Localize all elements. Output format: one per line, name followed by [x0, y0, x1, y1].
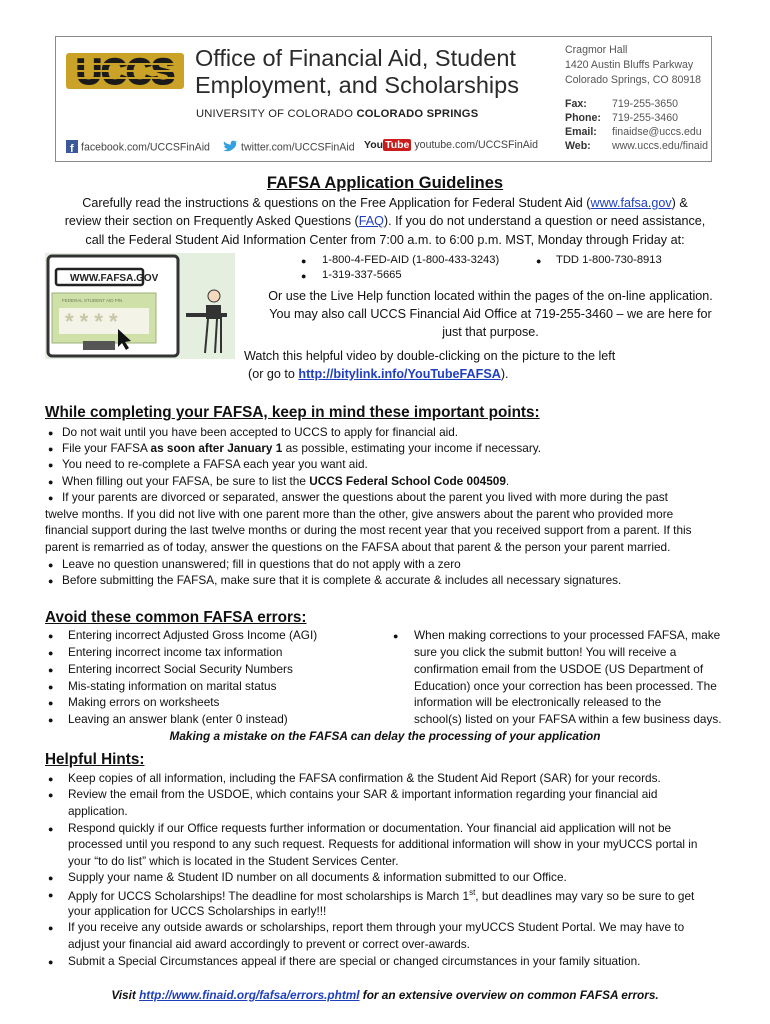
hint-6-line-2: adjust your financial aid award accordingly to prevent or correct over-awards. — [68, 937, 470, 951]
video-line-1: Watch this helpful video by double-clicking on the picture to the left — [244, 349, 616, 363]
hint-5-line-1: Apply for UCCS Scholarships! The deadline for most scholarships is March 1st, but deadlines may vary so be sure to get — [68, 888, 695, 903]
twitter-link[interactable]: twitter.com/UCCSFinAid — [222, 140, 355, 156]
faq-link[interactable]: FAQ — [358, 214, 384, 228]
phone-tdd: TDD 1-800-730-8913 — [556, 254, 662, 266]
error-item: Mis-stating information on marital status — [68, 679, 277, 693]
fafsa-gov-link[interactable]: www.fafsa.gov — [590, 196, 672, 210]
address-line-2: 1420 Austin Bluffs Parkway — [565, 59, 694, 71]
corrections-line-4: Education) once your correction has been processed. The — [414, 679, 717, 693]
point-5-line-1: If your parents are divorced or separated, answer the questions about the parent you lived with more during the past — [62, 490, 668, 504]
point-2: File your FAFSA as soon after January 1 as possible, estimating your income if necessary. — [62, 441, 542, 455]
thumb-pin-chars: * * * * — [65, 309, 118, 334]
error-item: Leaving an answer blank (enter 0 instead) — [68, 712, 288, 726]
bullet-icon: ● — [48, 682, 54, 692]
point-4: When filling out your FAFSA, be sure to list the UCCS Federal School Code 004509. — [62, 474, 510, 488]
live-help-line-2: You may also call UCCS Financial Aid Office at 719-255-3460 – we are here for — [269, 307, 712, 321]
corrections-line-1: When making corrections to your processed FAFSA, make — [414, 628, 721, 642]
intro-line-3: call the Federal Student Aid Information Center from 7:00 a.m. to 6:00 p.m. MST, Monday through Friday at: — [85, 233, 685, 247]
point-5-line-3: financial support during the last twelve months or during the most recent year that you received support from a parent. If this — [45, 523, 692, 537]
bullet-icon: ● — [48, 493, 54, 503]
hint-3-line-2: processed until you respond to any such request. Requests for additional information will show in your myUCCS portal in — [68, 837, 698, 851]
bullet-icon: ● — [48, 460, 54, 470]
address-line-1: Cragmor Hall — [565, 44, 628, 56]
hint-6-line-1: If you receive any outside awards or scholarships, report them through your myUCCS Student Portal. We may have to — [68, 920, 685, 934]
intro-line-1: Carefully read the instructions & questions on the Free Application for Federal Student Aid (www.fafsa.gov) & — [82, 196, 688, 210]
bullet-icon: ● — [48, 665, 54, 675]
video-line-2: (or go to http://bitylink.info/YouTubeFAFSA). — [248, 367, 509, 381]
contact-email[interactable]: Email: finaidse@uccs.edu — [565, 126, 702, 138]
facebook-icon — [66, 140, 78, 156]
thumb-pin-label: FEDERAL STUDENT AID PIN — [62, 298, 123, 303]
bullet-icon: ● — [48, 957, 54, 967]
bullet-icon: ● — [48, 715, 54, 725]
points-heading: While completing your FAFSA, keep in mind these important points: — [45, 404, 540, 421]
hint-2-line-2: application. — [68, 804, 128, 818]
hint-2-line-1: Review the email from the USDOE, which contains your SAR & important information regarding your financial aid — [68, 787, 658, 801]
corrections-line-5: information will be electronically released to the — [414, 695, 662, 709]
youtube-fafsa-link[interactable]: http://bitylink.info/YouTubeFAFSA — [298, 367, 501, 381]
youtube-link[interactable]: You Tube youtube.com/UCCSFinAid — [364, 139, 539, 152]
errors-heading: Avoid these common FAFSA errors: — [45, 609, 307, 626]
letterhead — [55, 36, 712, 162]
bullet-icon: ● — [48, 477, 54, 487]
bullet-icon: ● — [48, 560, 54, 570]
bullet-icon: ● — [536, 256, 542, 266]
point-6: Leave no question unanswered; fill in questions that do not apply with a zero — [62, 557, 461, 571]
point-5-line-4: parent is remarried as of today, answer the questions on the FAFSA about that parent & the person your parent married. — [45, 540, 671, 554]
error-item: Entering incorrect income tax information — [68, 645, 283, 659]
bullet-icon: ● — [301, 256, 307, 266]
contact-phone: Phone: 719-255-3460 — [565, 112, 678, 124]
bullet-icon: ● — [48, 890, 54, 900]
bullet-icon: ● — [48, 790, 54, 800]
svg-text:UCCS: UCCS — [75, 51, 175, 91]
twitter-icon — [222, 140, 238, 156]
contact-fax: Fax: 719-255-3650 — [565, 98, 678, 110]
bullet-icon: ● — [393, 631, 399, 641]
page-title: FAFSA Application Guidelines — [266, 174, 504, 192]
youtube-icon: You Tube — [364, 139, 410, 151]
facebook-link[interactable]: f facebook.com/UCCSFinAid — [66, 140, 210, 156]
corrections-line-2: sure you click the submit button! You will receive a — [414, 645, 677, 659]
corrections-line-6: school(s) listed on your FAFSA within a few business days. — [414, 712, 722, 726]
bullet-icon: ● — [48, 631, 54, 641]
svg-text:f: f — [70, 143, 74, 153]
contact-web[interactable]: Web: www.uccs.edu/finaid — [565, 140, 708, 152]
office-name-line2: Employment, and Scholarships — [195, 72, 519, 98]
point-5-line-2: twelve months. If you did not live with one parent more than the other, give answers about the parent who provided more — [45, 507, 674, 521]
live-help-line-1: Or use the Live Help function located within the pages of the on-line application. — [268, 289, 713, 303]
hint-7: Submit a Special Circumstances appeal if there are special or changed circumstances in your family situation. — [68, 954, 641, 968]
office-name-line1: Office of Financial Aid, Student — [195, 45, 516, 71]
bullet-icon: ● — [48, 873, 54, 883]
error-item: Making errors on worksheets — [68, 695, 220, 709]
thumb-url-label: WWW.FAFSA.GOV — [70, 273, 159, 284]
bullet-icon: ● — [301, 271, 307, 281]
hints-heading: Helpful Hints: — [45, 751, 145, 768]
hint-4: Supply your name & Student ID number on all documents & information submitted to our Office. — [68, 870, 567, 884]
address-line-3: Colorado Springs, CO 80918 — [565, 74, 702, 86]
hint-1: Keep copies of all information, including the FAFSA confirmation & the Student Aid Report (SAR) for your records. — [68, 771, 661, 785]
phone-international: 1-319-337-5665 — [322, 269, 402, 281]
error-item: Entering incorrect Social Security Numbers — [68, 662, 293, 676]
bullet-icon: ● — [48, 774, 54, 784]
finaid-errors-link[interactable]: http://www.finaid.org/fafsa/errors.phtml — [139, 988, 360, 1002]
bullet-icon: ● — [48, 428, 54, 438]
uccs-logo — [66, 51, 184, 96]
university-name: UNIVERSITY OF COLORADO COLORADO SPRINGS — [196, 108, 479, 120]
bullet-icon: ● — [48, 923, 54, 933]
hint-3-line-3: your “to do list” which is located in the Student Services Center. — [68, 854, 399, 868]
phone-fed-aid: 1-800-4-FED-AID (1-800-433-3243) — [322, 254, 500, 266]
bullet-icon: ● — [48, 824, 54, 834]
bullet-icon: ● — [48, 698, 54, 708]
bullet-icon: ● — [48, 648, 54, 658]
corrections-line-3: confirmation email from the USDOE (US Department of — [414, 662, 704, 676]
error-item: Entering incorrect Adjusted Gross Income (AGI) — [68, 628, 318, 642]
point-3: You need to re-complete a FAFSA each year you want aid. — [62, 457, 368, 471]
point-7: Before submitting the FAFSA, make sure that it is complete & accurate & includes all necessary signatures. — [62, 573, 622, 587]
point-1: Do not wait until you have been accepted to UCCS to apply for financial aid. — [62, 425, 459, 439]
errors-warning: Making a mistake on the FAFSA can delay the processing of your application — [169, 729, 601, 743]
intro-line-2: review their section on Frequently Asked Questions (FAQ). If you do not understand a question or need assistance, — [64, 214, 706, 228]
bullet-icon: ● — [48, 576, 54, 586]
live-help-line-3: just that purpose. — [442, 325, 539, 339]
hint-3-line-1: Respond quickly if our Office requests further information or documentation. Your financial aid application will not be — [68, 821, 672, 835]
fafsa-video-thumbnail[interactable] — [45, 253, 235, 359]
bullet-icon: ● — [48, 444, 54, 454]
footer-note: Visit http://www.finaid.org/fafsa/errors.phtml for an extensive overview on common FAFSA errors. — [111, 988, 659, 1002]
hint-5-line-2: your application for UCCS Scholarships in early!!! — [68, 904, 327, 918]
